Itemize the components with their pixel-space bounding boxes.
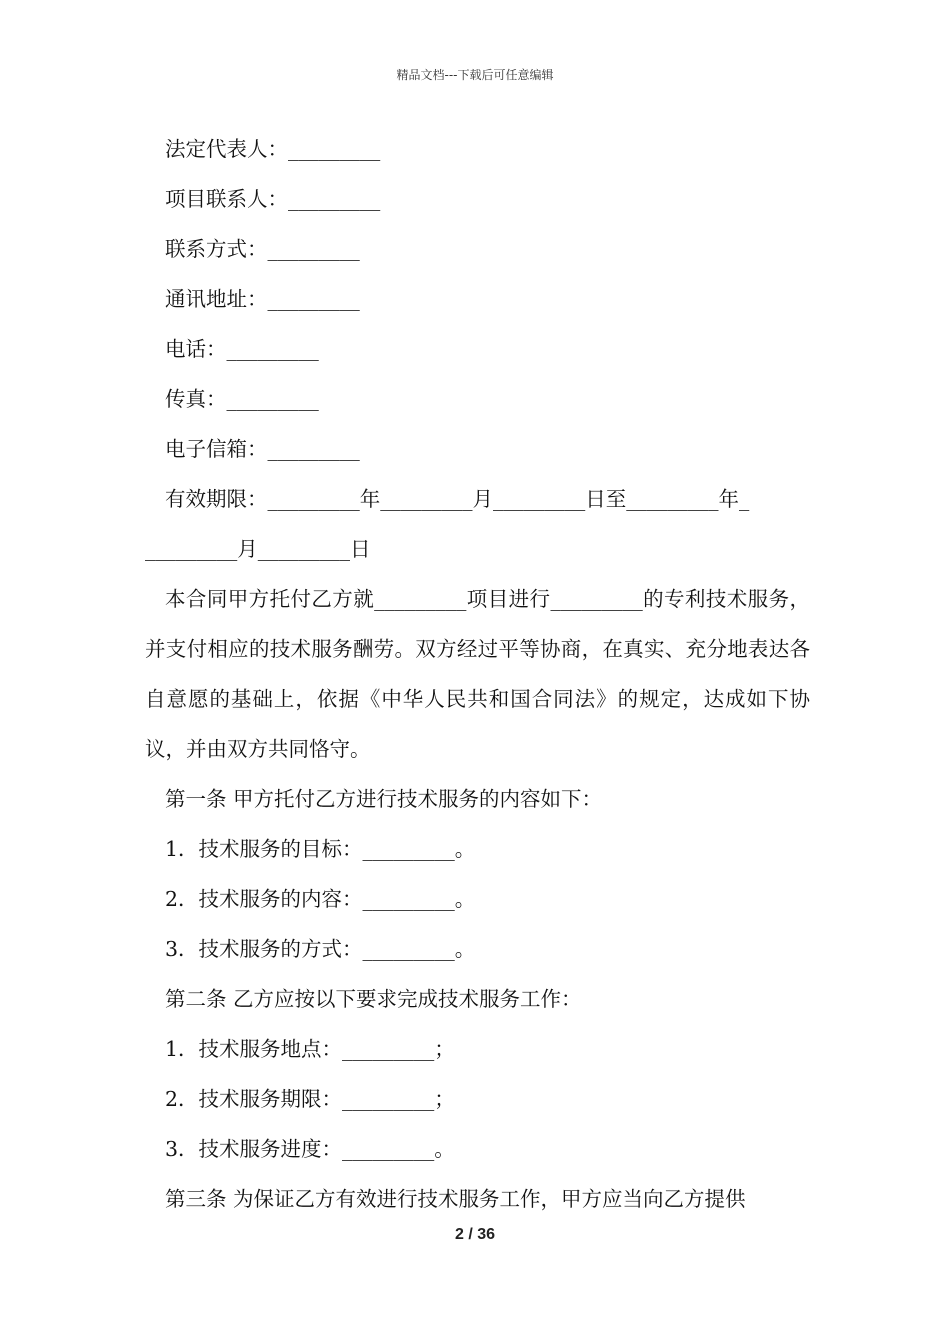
- phone-line: 电话：_________: [165, 337, 319, 361]
- document-body: [145, 124, 810, 1224]
- article-2-item-3: 3．技术服务进度：_________。: [165, 1137, 455, 1161]
- article-2-item-1: 1．技术服务地点：_________；: [165, 1037, 455, 1061]
- legal-representative-line: 法定代表人：_________: [165, 137, 381, 161]
- fax-line: 传真：_________: [165, 387, 319, 411]
- article-2-title: 第二条 乙方应按以下要求完成技术服务工作：: [165, 987, 582, 1011]
- mailing-address-line: 通讯地址：_________: [165, 287, 360, 311]
- validity-period-line-continued: _________月_________日: [145, 537, 371, 561]
- contact-method-line: 联系方式：_________: [165, 237, 360, 261]
- email-line: 电子信箱：_________: [165, 437, 360, 461]
- project-contact-line: 项目联系人：_________: [165, 187, 381, 211]
- article-1-item-3: 3．技术服务的方式：_________。: [165, 937, 476, 961]
- article-1-item-1: 1．技术服务的目标：_________。: [165, 837, 476, 861]
- article-1-title: 第一条 甲方托付乙方进行技术服务的内容如下：: [165, 787, 603, 811]
- intro-paragraph: 本合同甲方托付乙方就_________项目进行_________的专利技术服务，并支付相应的技术服务酬劳。双方经过平等协商，在真实、充分地表达各自意愿的基础上，依据《中华人民共和国合同法》的规定，达成如下协议，并由双方共同恪守。: [145, 587, 810, 761]
- page-number: 2 / 36: [454, 1226, 496, 1243]
- article-3-title: 第三条 为保证乙方有效进行技术服务工作，甲方应当向乙方提供: [165, 1187, 746, 1211]
- validity-period-line: 有效期限：_________年_________月_________日至_________年_: [165, 487, 750, 511]
- page-header: 精品文档---下载后可任意编辑: [396, 68, 554, 82]
- article-1-item-2: 2．技术服务的内容：_________。: [165, 887, 476, 911]
- article-2-item-2: 2．技术服务期限：_________；: [165, 1087, 455, 1111]
